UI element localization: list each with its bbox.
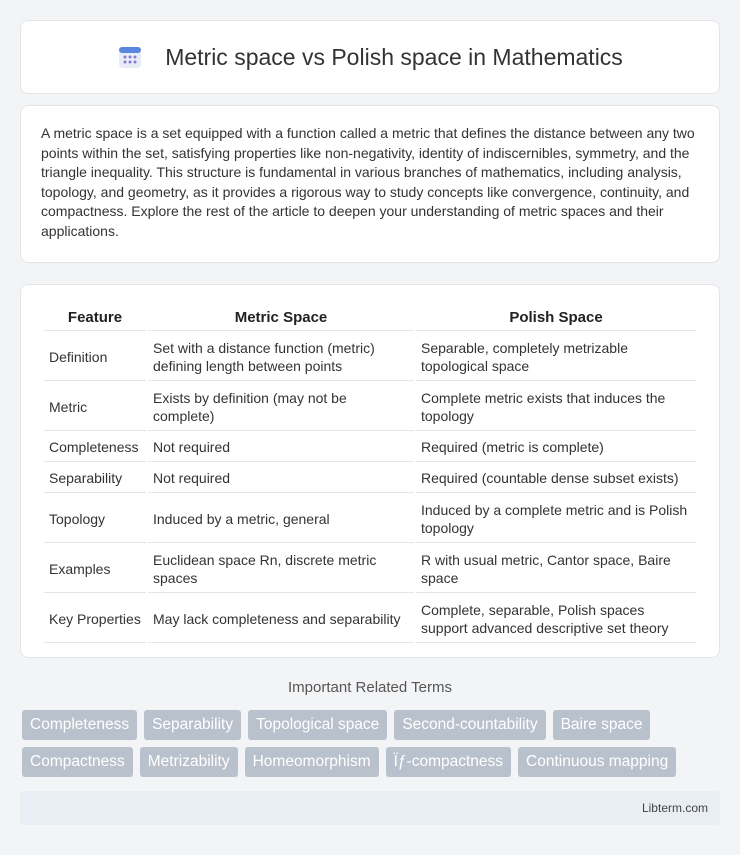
- row-metric-value: Induced by a metric, general: [148, 495, 414, 543]
- row-metric-value: Euclidean space Rn, discrete metric spaces: [148, 545, 414, 593]
- table-header-row: [44, 305, 696, 331]
- comparison-table-card: [20, 284, 720, 658]
- tag-separability[interactable]: Separability: [144, 710, 241, 740]
- calendar-icon: [117, 44, 143, 70]
- related-terms-list: [22, 710, 722, 777]
- row-feature: Completeness: [44, 433, 146, 462]
- table-row: [44, 433, 696, 462]
- table-row: [44, 464, 696, 493]
- header-card: [20, 20, 720, 94]
- row-polish-value: R with usual metric, Cantor space, Baire space: [416, 545, 696, 593]
- intro-text: A metric space is a set equipped with a function called a metric that defines the distance between any two points within the set, satisfying properties like non-negativity, identity of indiscernibles, symmetry, and the triangle inequality. This structure is fundamental in various branches of mathematics, including analysis, topology, and geometry, as it provides a rigorous way to study concepts like convergence, continuity, and compactness. Explore the rest of the article to deepen your understanding of metric spaces and their applications.: [41, 125, 695, 239]
- table-row: [44, 595, 696, 643]
- table-row: [44, 545, 696, 593]
- tag-metrizability[interactable]: Metrizability: [140, 747, 238, 777]
- row-metric-value: Not required: [148, 464, 414, 493]
- row-polish-value: Separable, completely metrizable topological space: [416, 333, 696, 381]
- row-feature: Metric: [44, 383, 146, 431]
- tag-compactness[interactable]: Compactness: [22, 747, 133, 777]
- row-feature: Key Properties: [44, 595, 146, 643]
- footer-brand[interactable]: Libterm.com: [641, 801, 708, 815]
- row-polish-value: Complete, separable, Polish spaces support advanced descriptive set theory: [416, 595, 696, 643]
- row-polish-value: Complete metric exists that induces the topology: [416, 383, 696, 431]
- row-metric-value: Set with a distance function (metric) defining length between points: [148, 333, 414, 381]
- tag-topological-space[interactable]: Topological space: [248, 710, 387, 740]
- row-feature: Separability: [44, 464, 146, 493]
- page-title: Metric space vs Polish space in Mathematics: [165, 43, 623, 70]
- table-row: [44, 333, 696, 381]
- row-polish-value: Required (metric is complete): [416, 433, 696, 462]
- intro-card: [20, 105, 720, 263]
- comparison-table: [42, 303, 698, 645]
- header-metric-space: Metric Space: [148, 305, 414, 331]
- row-metric-value: Not required: [148, 433, 414, 462]
- row-feature: Examples: [44, 545, 146, 593]
- footer: [20, 791, 720, 825]
- row-metric-value: May lack completeness and separability: [148, 595, 414, 643]
- row-polish-value: Required (countable dense subset exists): [416, 464, 696, 493]
- table-row: [44, 383, 696, 431]
- tag-completeness[interactable]: Completeness: [22, 710, 137, 740]
- table-row: [44, 495, 696, 543]
- tag-sigma-compactness[interactable]: Ïƒ-compactness: [386, 747, 511, 777]
- header-polish-space: Polish Space: [416, 305, 696, 331]
- row-feature: Topology: [44, 495, 146, 543]
- tag-second-countability[interactable]: Second-countability: [394, 710, 545, 740]
- tag-baire-space[interactable]: Baire space: [553, 710, 651, 740]
- tag-continuous-mapping[interactable]: Continuous mapping: [518, 747, 676, 777]
- row-feature: Definition: [44, 333, 146, 381]
- tag-homeomorphism[interactable]: Homeomorphism: [245, 747, 379, 777]
- row-polish-value: Induced by a complete metric and is Polish topology: [416, 495, 696, 543]
- related-terms-title: Important Related Terms: [288, 679, 452, 696]
- row-metric-value: Exists by definition (may not be complete): [148, 383, 414, 431]
- header-feature: Feature: [44, 305, 146, 331]
